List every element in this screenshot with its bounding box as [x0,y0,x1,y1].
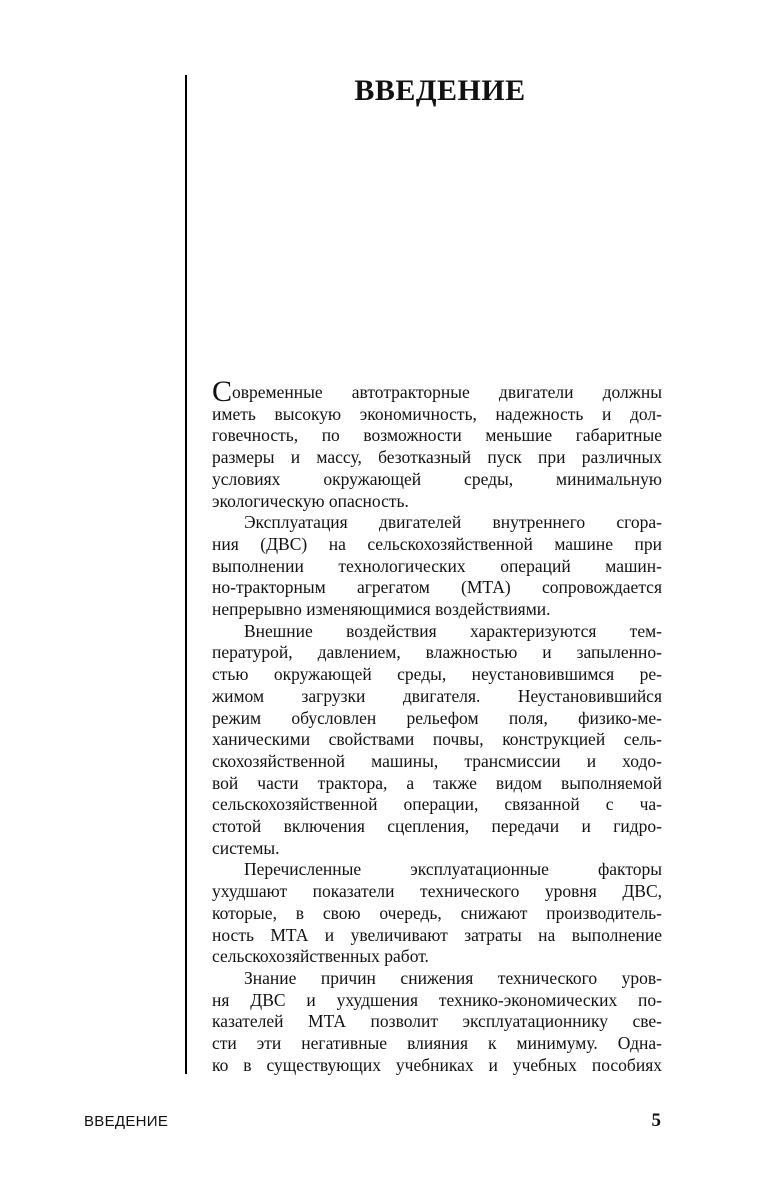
text-line: выполнении технологических операций машин- [212,555,662,576]
text-line: Эксплуатация двигателей внутреннего сгора- [244,512,662,533]
page-number: 5 [651,1110,661,1131]
text-line: размеры и массу, безотказный пуск при различных [212,447,662,468]
text-line: ня ДВС и ухудшения технико-экономических по- [212,989,662,1010]
text-line: говечность, по возможности меньшие габаритные [212,425,662,446]
text-line: пературой, давлением, влажностью и запыленно- [212,642,662,663]
text-line: вой части трактора, а также видом выполняемой [212,772,662,793]
drop-cap: С [212,375,233,408]
text-line: скохозяйственной машины, трансмиссии и ходо- [212,750,662,771]
text-line: казателей МТА позволит эксплуатационнику све- [212,1011,662,1032]
text-line: ния (ДВС) на сельскохозяйственной машине при [212,533,662,554]
text-line: ухудшают показатели технического уровня ДВС, [212,881,662,902]
text-line: сельскохозяйственной операции, связанной с ча- [212,794,662,815]
text-line: режим обусловлен рельефом поля, физико-ме- [212,707,662,728]
text-line: экологическую опасность. [212,490,409,511]
body-text [212,375,662,1077]
text-line: но-тракторным агрегатом (МТА) сопровождается [212,577,662,598]
text-line: системы. [212,837,280,858]
text-line: ко в существующих учебниках и учебных пособиях [212,1054,662,1075]
text-line: Современные автотракторные двигатели должны [212,375,662,408]
text-line: Знание причин снижения технического уров- [244,967,662,988]
running-head: ВВЕДЕНИЕ [84,1113,169,1130]
text-line: Перечисленные эксплуатационные факторы [244,859,662,880]
text-line: ность МТА и увеличивают затраты на выполнение [212,924,662,945]
margin-rule [185,75,187,1074]
text-line: Внешние воздействия характеризуются тем- [244,620,662,641]
page-title: ВВЕДЕНИЕ [354,74,526,107]
text-line: условиях окружающей среды, минимальную [212,468,662,489]
text-line: ханическими свойствами почвы, конструкцией сель- [212,729,662,750]
text-line: сти эти негативные влияния к минимуму. Одна- [212,1033,662,1054]
text-line: жимом загрузки двигателя. Неустановившийся [212,685,662,706]
text-line: стью окружающей среды, неустановившимся ре- [212,664,662,685]
text-line: стотой включения сцепления, передачи и гидро- [212,816,662,837]
text-line: непрерывно изменяющимися воздействиями. [212,599,551,620]
text-line: которые, в свою очередь, снижают производитель- [212,902,662,923]
text-line: сельскохозяйственных работ. [212,946,429,967]
text-line: иметь высокую экономичность, надежность и дол- [212,403,662,424]
